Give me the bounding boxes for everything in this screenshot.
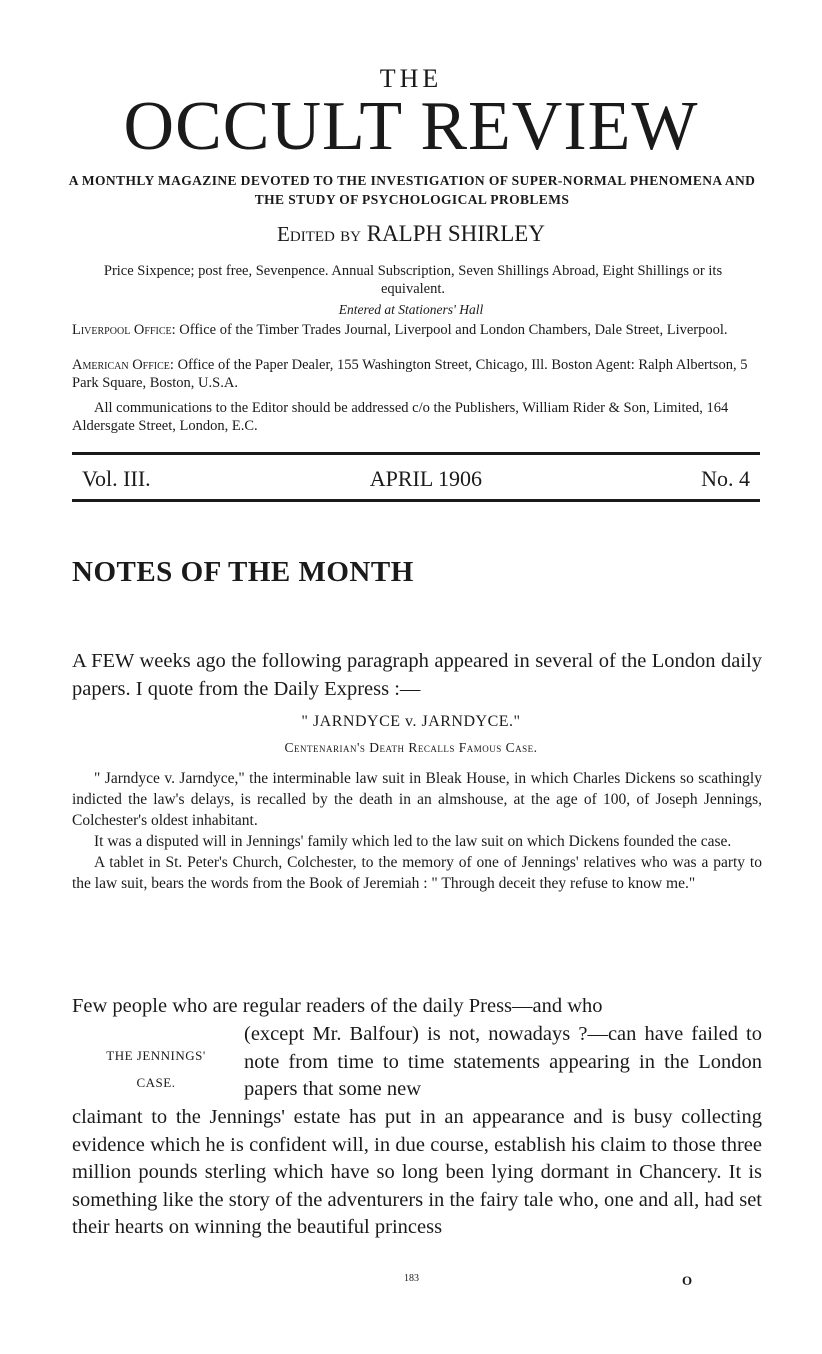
- issue-date: APRIL 1906: [369, 466, 482, 491]
- body-first-line: Few people who are regular readers of the daily Press—and who: [72, 995, 603, 1017]
- quote-subtitle: Centenarian's Death Recalls Famous Case.: [284, 740, 538, 755]
- entered-line: Entered at Stationers' Hall: [338, 302, 484, 317]
- quote-paragraph: " Jarndyce v. Jarndyce," the interminable law suit in Bleak House, in which Charles Dickens so scathingly indicted the law's delays, is recalled by the death in an almshouse, at the age of 100, of Joseph Jennings, Colchester's oldest inhabitant.: [72, 770, 762, 829]
- body-paragraph: claimant to the Jennings' estate has put in an appearance and is busy collecting evidence which he is confident will, in due course, establish his claim to those three million pounds sterling which have so long been lying dormant in Chancery. It is something like the story of the adventurers in the fairy tale who, one and all, had set their hearts on winning the beautiful princess: [72, 1106, 762, 1238]
- issue-rule-top: [72, 452, 760, 455]
- liverpool-label: Liverpool Office:: [72, 322, 176, 338]
- issue-line: [72, 466, 760, 492]
- masthead-the: THE: [379, 64, 443, 93]
- issue-volume: Vol. III.: [82, 466, 151, 491]
- masthead-title: OCCULT REVIEW: [123, 88, 699, 165]
- side-text: (except Mr. Balfour) is not, nowadays ?—can have failed to note from time to time statements appearing in the London papers that some new: [244, 1023, 762, 1100]
- margin-note-line: THE JENNINGS': [106, 1048, 206, 1063]
- issue-rule-bottom: [72, 499, 760, 502]
- margin-note: [76, 1042, 236, 1096]
- editor-name: RALPH SHIRLEY: [366, 221, 545, 246]
- issue-number: No. 4: [701, 466, 750, 491]
- quote-paragraph: A tablet in St. Peter's Church, Colchester, to the memory of one of Jennings' relatives who was a party to the law suit, bears the words from the Book of Jeremiah : " Through deceit they refuse to know me.": [72, 854, 762, 892]
- edited-by-label: Edited by: [277, 222, 361, 246]
- margin-note-line: CASE.: [136, 1075, 176, 1090]
- quote-body: [72, 768, 762, 894]
- masthead-subtitle: A MONTHLY MAGAZINE DEVOTED TO THE INVESTIGATION OF SUPER-NORMAL PHENOMENA AND THE STUDY OF PSYCHOLOGICAL PROBLEMS: [68, 173, 756, 207]
- signature-mark: O: [682, 1273, 693, 1288]
- american-text: Office of the Paper Dealer, 155 Washington Street, Chicago, Ill. Boston Agent: Ralph Albertson, 5 Park Square, Boston, U.S.A.: [72, 357, 748, 391]
- quote-paragraph: It was a disputed will in Jennings' family which led to the law suit on which Dickens founded the case.: [94, 833, 732, 850]
- american-label: American Office:: [72, 357, 174, 373]
- quote-title: " JARNDYCE v. JARNDYCE.": [301, 713, 521, 730]
- intro-paragraph: A FEW weeks ago the following paragraph appeared in several of the London daily papers. I quote from the Daily Express :—: [72, 650, 762, 700]
- page-number: 183: [404, 1273, 419, 1284]
- american-office: [72, 357, 758, 392]
- liverpool-office: [72, 322, 758, 340]
- liverpool-text: Office of the Timber Trades Journal, Liverpool and London Chambers, Dale Street, Liverpool.: [179, 322, 728, 338]
- article-heading: NOTES OF THE MONTH: [72, 556, 414, 588]
- communications-line: All communications to the Editor should be addressed c/o the Publishers, William Rider & Son, Limited, 164 Aldersgate Street, London, E.C.: [72, 400, 729, 434]
- price-line: Price Sixpence; post free, Sevenpence. Annual Subscription, Seven Shillings Abroad, Eight Shillings or its equivalent.: [103, 263, 723, 297]
- editor-line: [0, 221, 822, 247]
